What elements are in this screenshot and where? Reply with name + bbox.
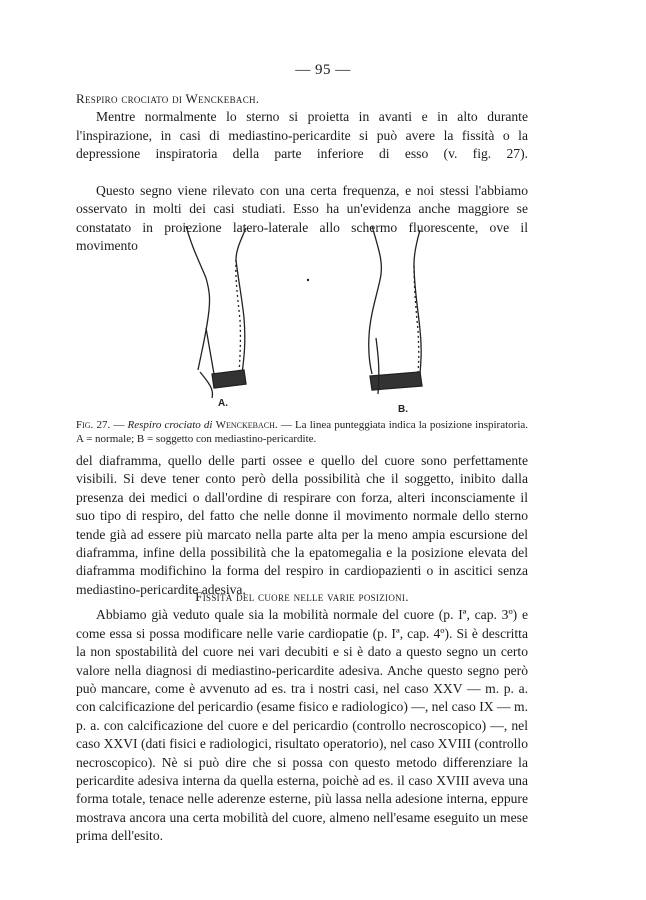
torso-profiles-drawing — [76, 218, 528, 416]
figure-label-a: A. — [218, 398, 228, 409]
caption-title: Respiro crociato di — [127, 419, 213, 431]
page-number: — 95 — — [295, 62, 351, 78]
figure-label-b: B. — [398, 404, 408, 415]
figure-27-illustration — [76, 218, 528, 416]
figure-caption — [76, 418, 528, 446]
section-heading-fissita-del-cuore: Fissità del cuore nelle varie posizioni. — [195, 589, 409, 604]
figure-dot-mark — [307, 279, 309, 281]
caption-name: Wenckebach. — [215, 419, 278, 431]
caption-text: — La linea punteggiata indica la posizione inspiratoria. A = normale; B = soggetto con mediastino-pericardite. — [76, 419, 529, 445]
body-paragraph: Mentre normalmente lo sterno si proietta in avanti e in alto durante l'inspirazione, in casi di mediastino-pericardite si può avere la fissità o la depressione inspiratoria della parte inferiore di esso (v. fig. 27). — [76, 109, 528, 162]
body-paragraph: del diaframma, quello delle parti ossee e quello del cuore sono perfettamente visibili. Si deve tener conto però della possibilità che il soggetto, inibito dalla presenza dei medici o dall'ordine di respirare con forza, alteri inconsciamente il suo tipo di respiro, del fatto che nelle donne il movimento normale dello sterno tende già ad essere più marcato nella parte alta per la meno ampia escursione del diaframma, infine della possibilità che la epatomegalia e la posizione elevata del diaframma modifichino la forma del respiro in cardiopazienti o in ascitici senza mediastino-pericardite adesiva. — [76, 453, 528, 597]
section-2 — [76, 588, 528, 846]
torso-b-drawing — [369, 226, 422, 394]
caption-label: Fig. 27. — — [76, 419, 125, 431]
torso-a-drawing — [186, 226, 246, 398]
body-paragraph: Questo segno viene rilevato con una certa frequenza, e noi stessi l'abbiamo osservato in molti dei casi studiati. Esso ha un'evidenza anche maggiore se constatato in proiezione latero-laterale allo schermo fluorescente, ove il movimento — [76, 183, 528, 254]
section-heading-respiro-crociato: Respiro crociato di Wenckebach. — [76, 91, 260, 106]
body-paragraph: Abbiamo già veduto quale sia la mobilità normale del cuore (p. Iª, cap. 3º) e come essa si possa modificare nelle varie cardiopatie (p. Iª, cap. 4º). Si è descritta la non spostabilità del cuore nei vari decubiti e si è dato a questo segno un certo valore nella diagnosi di mediastino-pericardite adesiva. Anche questo segno però può mancare, come è avvenuto ad es. tra i nostri casi, nel caso XXV — m. p. a. con calcificazione del pericardio (esame fisico e radiologico) —, nel caso IX — m. p. a. con calcificazione del cuore e del pericardio (controllo necroscopico) —, nel caso XXVI (dati fisici e radiologici, risultato operatorio), nel caso XVIII (controllo necroscopico). Nè si può dire che si possa con questo metodo differenziare la pericardite adesiva interna da quella esterna, poichè ad es. il caso XVIII aveva una forma totale, tenace nelle aderenze esterne, più lassa nella adesione interna, eppure mostrava ancora una certa mobilità del cuore, almeno nell'esame eseguito un mese prima dell'esito. — [76, 607, 528, 844]
section-1-continued — [76, 452, 528, 599]
